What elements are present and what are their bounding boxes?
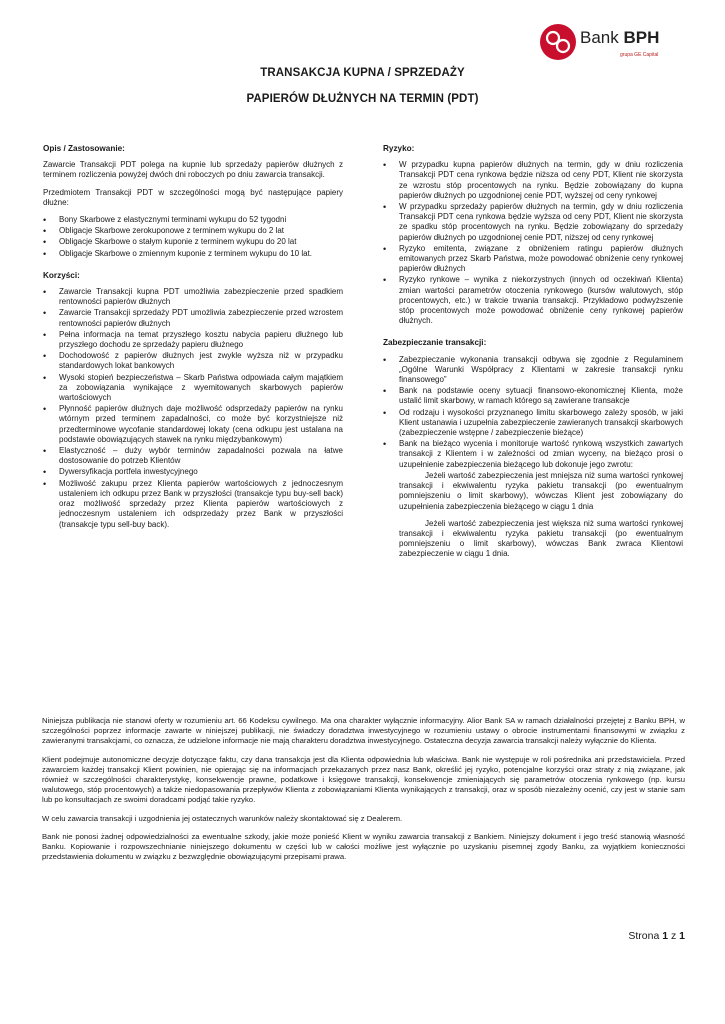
brand-word-b: BPH xyxy=(623,28,660,47)
list-item: • Ryzyko emitenta, związane z obniżeniem ratingu papierów dłużnych emitowanych przez Skarb Państwa, może powodować obniżenie ceny rynkowej papierów dłużnych xyxy=(383,244,683,275)
list-item: • Bank na podstawie oceny sytuacji finansowo-ekonomicznej Klienta, może ustalić limit skarbowy, w ramach którego są zawierane transakcje xyxy=(383,386,683,406)
zab-indent-2: Jeżeli wartość zabezpieczenia jest większa niż suma wartości rynkowej transakcji i ekwiwalentu ryzyka pakietu transakcji (po ewentualnym pomniejszeniu o limit skarbowy), wówczas Bank zwraca Klientowi zabezpieczenie w ciągu 1 dnia. xyxy=(399,518,683,559)
list-item: • Elastyczność – duży wybór terminów zapadalności pozwala na łatwe dostosowanie do potrzeb Klientów xyxy=(43,446,343,466)
list-item: • Dywersyfikacja portfela inwestycyjnego xyxy=(43,467,343,477)
list-item: • Dochodowość z papierów dłużnych jest zwykle wyższa niż w przypadku standardowych lokat bankowych xyxy=(43,351,343,371)
list-item: • Wysoki stopień bezpieczeństwa – Skarb Państwa odpowiada całym majątkiem za zobowiązania wynikające z wyemitowanych skarbowych papierów wartościowych xyxy=(43,373,343,404)
list-item: • W przypadku sprzedaży papierów dłużnych na termin, gdy w dniu rozliczenia Transakcji PDT cena rynkowa będzie wyższa od ceny PDT, Klient nie skorzysta ze spadku stóp procentowych na rynku. Będzie zobowiązany do sprzedaży papierów dłużnych po uzgodnionej cenie PDT, niższej od ceny rynkowej xyxy=(383,202,683,243)
list-item: • Zabezpieczanie wykonania transakcji odbywa się zgodnie z Regulaminem „Ogólne Warunki Współpracy z Klientami w zakresie transakcji rynku finansowego” xyxy=(383,355,683,386)
brand-word-a: Bank xyxy=(580,28,619,47)
page-label: Strona xyxy=(628,930,660,942)
list-item: • Obligacje Skarbowe zerokuponowe z terminem wykupu do 2 lat xyxy=(43,226,343,236)
list-item: • Bank na bieżąco wycenia i monitoruje wartość rynkową wszystkich zawartych transakcji z Klientem i w zależności od zmian wyceny, na bieżąco prosi o uzupełnienie zabezpieczenia bieżącego lub dokonuje jego zwrotu: xyxy=(383,439,683,470)
korzysci-heading: Korzyści: xyxy=(43,270,80,280)
right-column xyxy=(383,144,683,567)
list-item: • Bony Skarbowe z elastycznymi terminami wykupu do 52 tygodni xyxy=(43,215,343,225)
list-item: • Obligacje Skarbowe o stałym kuponie z terminem wykupu do 20 lat xyxy=(43,237,343,247)
bank-brand xyxy=(580,28,659,48)
zabezpieczanie-heading: Zabezpieczanie transakcji: xyxy=(383,338,487,348)
opis-paragraph-1: Zawarcie Transakcji PDT polega na kupnie lub sprzedaży papierów dłużnych z terminem rozliczenia powyżej dwóch dni roboczych po dniu zawarcia transakcji. xyxy=(43,160,343,180)
opis-heading: Opis / Zastosowanie: xyxy=(43,144,125,153)
list-item: • Możliwość zakupu przez Klienta papierów wartościowych z jednoczesnym ustaleniem ich odkupu przez Bank w przyszłości (transakcje typu buy-sell back) oraz możliwość sprzedaży przez Klienta papierów wartościowych z jednoczesnym ustaleniem ich odsprzedaży przez Bank w przyszłości (transakcje typu sell-buy back). xyxy=(43,479,343,530)
doc-title-line-2: PAPIERÓW DŁUŻNYCH NA TERMIN (PDT) xyxy=(246,93,479,105)
page-number xyxy=(628,930,685,942)
brand-subline: grupa GE Capital xyxy=(620,52,659,58)
footer-paragraph-4: Bank nie ponosi żadnej odpowiedzialności za ewentualne szkody, jakie może ponieść Klient w wyniku zawarcia transakcji z Bankiem. Niniejszy dokument i jego treść stanowią własność Banku. Kopiowanie i rozpowszechnianie niniejszego dokumentu w części lub w całości możliwe jest wyłącznie po uzyskaniu pisemnej zgody Banku, za wyjątkiem konieczności przedstawienia dokumentu w związku z bezwzględnie obowiązującymi przepisami prawa. xyxy=(42,831,685,862)
page-sep: z xyxy=(670,930,677,942)
list-item: • Zawarcie Transakcji sprzedaży PDT umożliwia zabezpieczenie przed wzrostem rentowności papierów dłużnych xyxy=(43,308,343,328)
footer-disclaimer xyxy=(42,716,685,870)
bank-logo-icon xyxy=(538,22,578,62)
korzysci-list xyxy=(43,287,343,530)
page-total: 1 xyxy=(679,930,685,942)
zabezpieczanie-list xyxy=(383,355,683,470)
doc-title-line-1: TRANSAKCJA KUPNA / SPRZEDAŻY xyxy=(260,67,465,79)
list-item: • W przypadku kupna papierów dłużnych na termin, gdy w dniu rozliczenia Transakcji PDT cena rynkowa będzie niższa od ceny PDT, Klient nie skorzysta ze wzrostu stóp procentowych na rynku. Będzie zobowiązany do kupna papierów dłużnych po uzgodnionej cenie PDT, wyższej od ceny rynkowej xyxy=(383,160,683,201)
list-item: • Obligacje Skarbowe o zmiennym kuponie z terminem wykupu do 10 lat. xyxy=(43,249,343,259)
bank-logo xyxy=(538,22,688,66)
zabezpieczanie-details xyxy=(383,471,683,560)
list-item: • Ryzyko rynkowe – wynika z niekorzystnych (innych od oczekiwań Klienta) zmian wartości parametrów otoczenia rynkowego (kursów walutowych, stóp procentowych, etc.) w trakcie trwania transakcji. Przykładowo podwyższenie stóp procentowych może powodować obniżenie ceny rynkowej papierów dłużnych. xyxy=(383,275,683,326)
footer-paragraph-3: W celu zawarcia transakcji i uzgodnienia jej ostatecznych warunków należy skontaktować się z Dealerem. xyxy=(42,813,403,823)
list-item: • Płynność papierów dłużnych daje możliwość odsprzedaży papierów na rynku wtórnym przed terminem zapadalności, co może być korzystniejsze niż przedterminowe wycofanie standardowej lokaty (cena odkupu jest ustalana na podstawie obowiązujących stawek na rynku międzybankowym) xyxy=(43,404,343,445)
zab-indent-1: Jeżeli wartość zabezpieczenia jest mniejsza niż suma wartości rynkowej transakcji i ekwiwalentu ryzyka pakietu transakcji (po ewentualnym pomniejszeniu o limit skarbowy), wówczas Klient jest zobowiązany do uzupełnienia zabezpieczenia bieżącego w ciągu 1 dnia xyxy=(399,470,683,511)
ryzyko-heading: Ryzyko: xyxy=(383,144,415,153)
ryzyko-list xyxy=(383,160,683,326)
list-item: • Zawarcie Transakcji kupna PDT umożliwia zabezpieczenie przed spadkiem rentowności papierów dłużnych xyxy=(43,287,343,307)
left-column xyxy=(43,144,343,539)
papiery-list xyxy=(43,215,343,259)
list-item: • Od rodzaju i wysokości przyznanego limitu skarbowego zależy sposób, w jaki Klient ustanawia i uzupełnia zabezpieczenie zawieranych transakcji skarbowych (zabezpieczenie wstępne / zabezpieczenie bieżące) xyxy=(383,408,683,439)
list-item: • Pełna informacja na temat przyszłego kosztu nabycia papieru dłużnego lub przyszłego dochodu ze sprzedaży papieru dłużnego xyxy=(43,330,343,350)
opis-paragraph-2: Przedmiotem Transakcji PDT w szczególności mogą być następujące papiery dłużne: xyxy=(43,187,343,207)
page-current: 1 xyxy=(662,930,669,942)
footer-paragraph-2: Klient podejmuje autonomiczne decyzje dotyczące faktu, czy dana transakcja jest dla Klienta odpowiednia lub właściwa. Bank nie występuje w roli pośrednika ani przedstawiciela. Przed zawarciem każdej transakcji Klient powinien, nie opierając się na informacjach przekazanych przez nasz Bank, określić jej ryzyko, potencjalne korzyści oraz straty z nią związane, jak również w szczególności charakterystykę, konsekwencje prawne, podatkowe i księgowe transakcji, konsekwencje zmieniających się parametrów otoczenia rynkowego (np. kursu walutowego, stóp procentowych) a także niedopasowania przepływów Klienta z zobowiązaniami Klienta wynikających z transakcji, oraz w sposób niezależny ocenić, czy jest w stanie sam lub po konsultacjach ze swoimi doradcami podjąć takie ryzyko. xyxy=(42,754,685,805)
footer-paragraph-1: Niniejsza publikacja nie stanowi oferty w rozumieniu art. 66 Kodeksu cywilnego. Ma ona charakter wyłącznie informacyjny. Alior Bank SA w ramach działalności przejętej z Banku BPH, w szczególności poprzez informacje zawarte w niniejszej publikacji, nie świadczy doradztwa inwestycyjnego w rozumieniu ustawy o obrocie instrumentami finansowymi w związku z zawieranymi transakcjami, co oznacza, że udzielone informacje nie mają charakteru doradztwa inwestycyjnego. Ostateczna decyzja zawarcia transakcji należy wyłącznie do Klienta. xyxy=(42,716,685,746)
